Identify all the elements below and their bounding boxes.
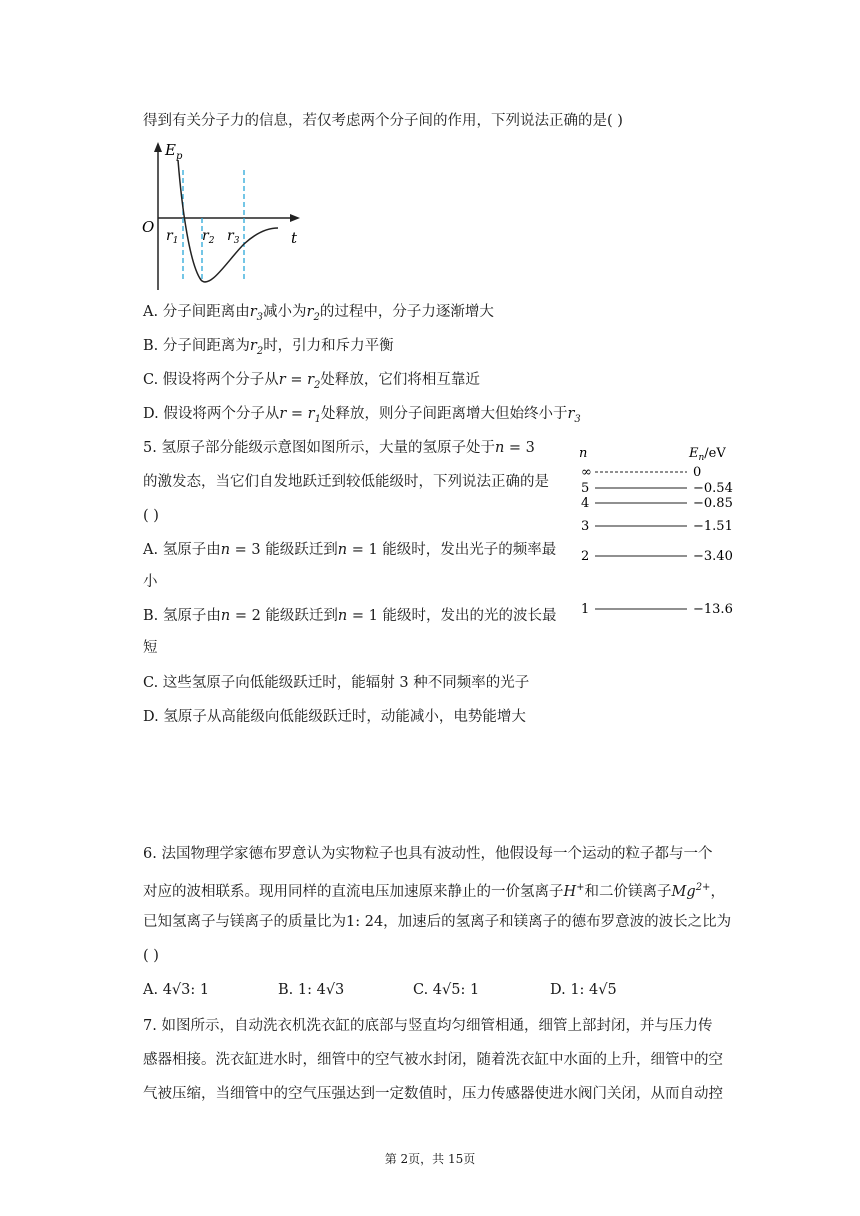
level-energy-0: 0 [693,465,702,480]
q5-option-b-cont: 短 [143,640,158,656]
graph-r1-label: $r_1$ [166,228,179,246]
level-n-5: 1 [581,602,590,617]
graph-origin: O [142,218,155,236]
q6-option-b: B. 1: 4√3 [278,982,345,998]
level-energy-3: −1.51 [693,519,733,534]
level-n-4: 2 [581,549,590,564]
graph-x-label: t [291,229,298,247]
q4-option-a: A. 分子间距离由$r_3$减小为$r_2$的过程中，分子力逐渐增大 [143,304,494,323]
graph-y-label: $E_p$ [165,141,183,162]
graph-r3-label: $r_3$ [227,228,240,246]
diagram-n-label: n [579,446,588,461]
q5-option-a-cont: 小 [143,574,158,590]
q7-stem-line2: 感器相接。洗衣缸进水时，细管中的空气被水封闭，随着洗衣缸中水面的上升，细管中的空 [143,1052,723,1068]
q7-stem-line1: 7. 如图所示，自动洗衣机洗衣缸的底部与竖直均匀细管相通，细管上部封闭，并与压力传 [143,1018,713,1034]
q4-option-c: C. 假设将两个分子从$r = r_2$处释放，它们将相互靠近 [143,372,480,391]
level-energy-2: −0.85 [693,496,733,511]
q5-option-c: C. 这些氢原子向低能级跃迁时，能辐射 3 种不同频率的光子 [143,675,530,691]
q4-option-b: B. 分子间距离为$r_2$时，引力和斥力平衡 [143,338,394,357]
level-energy-1: −0.54 [693,481,733,496]
q5-stem-line1: 5. 氢原子部分能级示意图如图所示，大量的氢原子处于n = 3 [143,440,535,456]
q5-option-b: B. 氢原子由n = 2 能级跃迁到n = 1 能级时，发出的光的波长最 [143,608,557,624]
diagram-energy-label: $E_n/eV$ [689,446,726,463]
graph-r2-label: $r_2$ [202,228,215,246]
energy-level-diagram [575,445,745,625]
level-energy-4: −3.40 [693,549,733,564]
page-footer: 第 2页，共 15页 [384,1152,476,1166]
q6-option-a: A. 4√3: 1 [143,982,210,998]
q5-stem-line3: ( ) [143,508,159,524]
q4-option-d: D. 假设将两个分子从$r = r_1$处释放，则分子间距离增大但始终小于$r_3$ [143,406,581,425]
q6-stem-line1: 6. 法国物理学家德布罗意认为实物粒子也具有波动性，他假设每一个运动的粒子都与一个 [143,846,713,862]
potential-energy-graph [138,140,308,300]
q7-stem-line3: 气被压缩，当细管中的空气压强达到一定数值时，压力传感器使进水阀门关闭，从而自动控 [143,1086,723,1102]
q6-stem-line3: 已知氢离子与镁离子的质量比为1: 24，加速后的氢离子和镁离子的德布罗意波的波长之比为 [143,914,732,930]
q6-stem-line4: ( ) [143,948,159,964]
q5-option-d: D. 氢原子从高能级向低能级跃迁时，动能减小，电势能增大 [143,709,526,725]
q5-stem-line2: 的激发态，当它们自发地跃迁到较低能级时，下列说法正确的是 [143,474,549,490]
q5-option-a: A. 氢原子由n = 3 能级跃迁到n = 1 能级时，发出光子的频率最 [143,542,557,558]
level-n-1: 5 [581,481,590,496]
q6-stem-line2: 对应的波相联系。现用同样的直流电压加速原来静止的一价氢离子H+和二价镁离子$Mg^{2+}$， [143,882,725,900]
q6-option-d: D. 1: 4√5 [550,982,617,998]
level-energy-5: −13.6 [693,602,733,617]
level-n-3: 3 [581,519,590,534]
level-n-0: ∞ [581,465,592,480]
level-n-2: 4 [581,496,590,511]
q4-intro: 得到有关分子力的信息，若仅考虑两个分子间的作用，下列说法正确的是( ) [143,113,623,129]
q6-option-c: C. 4√5: 1 [413,982,480,998]
